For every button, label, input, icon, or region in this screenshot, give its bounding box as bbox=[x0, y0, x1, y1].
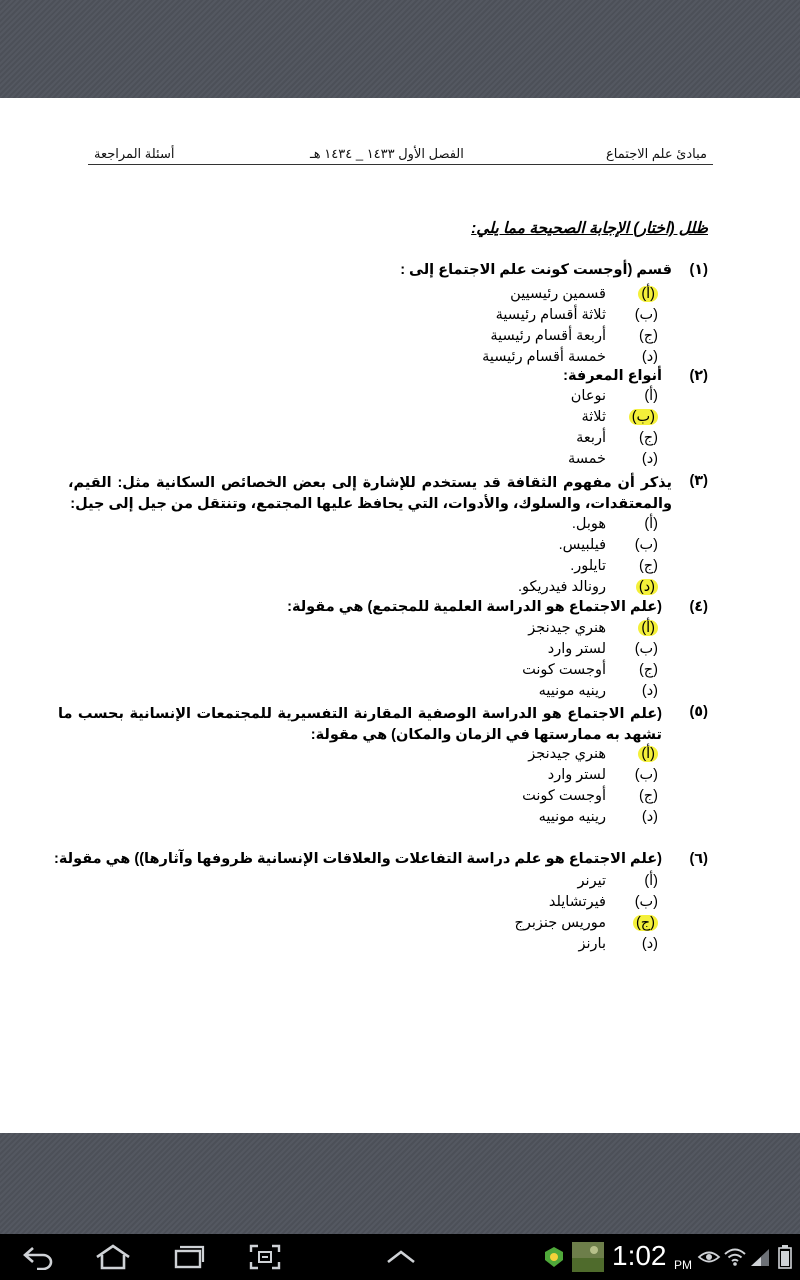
page-title: ظلل (اختار) الإجابة الصحيحة مما يلي: bbox=[471, 220, 708, 237]
answer-text: موريس جنزبرج bbox=[514, 915, 606, 931]
answer-option[interactable] bbox=[548, 641, 660, 657]
back-icon[interactable] bbox=[18, 1234, 60, 1280]
answer-letter-wrap bbox=[616, 809, 660, 825]
answer-text: خمسة bbox=[567, 451, 606, 467]
answer-letter: (أ) bbox=[644, 388, 658, 404]
answer-letter-wrap bbox=[616, 286, 660, 302]
question-number: (٥) bbox=[689, 704, 708, 720]
answer-letter: (أ) bbox=[644, 516, 658, 532]
system-navigation-bar bbox=[0, 1234, 800, 1280]
security-app-icon bbox=[540, 1234, 568, 1280]
answer-letter-wrap bbox=[616, 537, 660, 553]
home-icon[interactable] bbox=[92, 1234, 134, 1280]
answer-option[interactable] bbox=[549, 894, 660, 910]
answer-text: قسمين رئيسيين bbox=[510, 286, 606, 302]
top-toolbar bbox=[0, 0, 800, 98]
answer-letter-wrap bbox=[616, 873, 660, 889]
question-number: (١) bbox=[689, 262, 708, 278]
answer-option[interactable] bbox=[490, 328, 660, 344]
screenshot-icon[interactable] bbox=[244, 1234, 286, 1280]
answer-option[interactable] bbox=[572, 516, 660, 532]
menu-up-icon[interactable] bbox=[380, 1234, 422, 1280]
answer-text: لستر وارد bbox=[547, 641, 606, 657]
answer-letter-wrap bbox=[616, 915, 660, 931]
answer-letter-wrap bbox=[616, 894, 660, 910]
answer-letter: (د) bbox=[641, 683, 658, 699]
answer-letter-wrap bbox=[616, 579, 660, 595]
question-text: يذكر أن مفهوم الثقافة قد يستخدم للإشارة إلى بعض الخصائص السكانية مثل: القيم، والمعتقدات، والسلوك، والأدوات، التي يحافظ عليها المجتمع، وتنتقل من جيل إلى جيل: bbox=[68, 475, 672, 512]
answer-text: ثلاثة bbox=[581, 409, 606, 425]
answer-letter-wrap bbox=[616, 767, 660, 783]
question-number: (٤) bbox=[689, 599, 708, 615]
answer-text: رونالد فيدريكو. bbox=[518, 579, 606, 595]
header-semester: الفصل الأول ١٤٣٣ _ ١٤٣٤ هـ bbox=[310, 146, 464, 161]
answer-text: نوعان bbox=[570, 388, 606, 404]
answer-text: هنري جيدنجز bbox=[528, 620, 606, 636]
questions-list bbox=[0, 98, 800, 1133]
answer-option[interactable] bbox=[571, 388, 660, 404]
answer-option[interactable] bbox=[576, 430, 660, 446]
answer-option[interactable] bbox=[496, 307, 660, 323]
answer-text: تيرنر bbox=[577, 873, 606, 889]
battery-icon bbox=[774, 1234, 796, 1280]
answer-text: تايلور. bbox=[570, 558, 606, 574]
header-section: أسئلة المراجعة bbox=[94, 146, 175, 161]
answer-letter-wrap bbox=[616, 328, 660, 344]
eye-icon bbox=[696, 1234, 722, 1280]
answer-letter-highlighted: (ب) bbox=[629, 409, 658, 425]
answer-option[interactable] bbox=[548, 767, 660, 783]
answer-letter: (د) bbox=[641, 349, 658, 365]
answer-letter: (أ) bbox=[644, 873, 658, 889]
answer-letter: (ب) bbox=[634, 767, 658, 783]
bottom-toolbar bbox=[0, 1133, 800, 1234]
answer-option[interactable] bbox=[579, 936, 661, 952]
answer-text: فيرتشايلد bbox=[548, 894, 606, 910]
answer-letter-wrap bbox=[616, 516, 660, 532]
answer-option[interactable] bbox=[510, 286, 660, 302]
recent-apps-icon[interactable] bbox=[168, 1234, 210, 1280]
answer-text: هنري جيدنجز bbox=[528, 746, 606, 762]
clock-time: 1:02 bbox=[612, 1240, 667, 1271]
question-text: (علم الاجتماع هو الدراسة العلمية للمجتمع) هي مقولة: bbox=[287, 599, 662, 615]
answer-letter-wrap bbox=[616, 936, 660, 952]
answer-letter: (ج) bbox=[638, 558, 658, 574]
header-course-name: مبادئ علم الاجتماع bbox=[606, 146, 707, 161]
answer-option[interactable] bbox=[482, 349, 660, 365]
answer-letter-wrap bbox=[616, 746, 660, 762]
question-text: أنواع المعرفة: bbox=[563, 368, 662, 384]
answer-letter: (ج) bbox=[638, 662, 658, 678]
answer-text: رينيه مونييه bbox=[538, 683, 606, 699]
question-text: (علم الاجتماع هو الدراسة الوصفية المقارنة التفسيرية للمجتمعات الإنسانية بحسب ما تشهد به ممارستها في الزمان والمكان) هي مقولة: bbox=[58, 706, 662, 743]
answer-letter: (د) bbox=[641, 451, 658, 467]
answer-text: أربعة bbox=[576, 430, 606, 446]
answer-letter-wrap bbox=[616, 788, 660, 804]
answer-letter-wrap bbox=[616, 388, 660, 404]
answer-text: فيلبيس. bbox=[558, 537, 606, 553]
answer-letter-highlighted: (أ) bbox=[638, 746, 658, 762]
signal-icon bbox=[748, 1234, 772, 1280]
answer-option[interactable] bbox=[568, 451, 660, 467]
answer-letter-highlighted: (أ) bbox=[638, 620, 658, 636]
answer-option[interactable] bbox=[570, 558, 660, 574]
answer-text: أربعة أقسام رئيسية bbox=[490, 328, 606, 344]
question-number: (٣) bbox=[689, 473, 708, 489]
answer-letter: (ج) bbox=[638, 430, 658, 446]
answer-letter-wrap bbox=[616, 409, 660, 425]
answer-text: ثلاثة أقسام رئيسية bbox=[495, 307, 606, 323]
wifi-icon bbox=[722, 1234, 748, 1280]
answer-letter-highlighted: (ج) bbox=[633, 915, 658, 931]
question-number: (٢) bbox=[689, 368, 708, 384]
answer-option[interactable] bbox=[518, 579, 660, 595]
answer-option[interactable] bbox=[559, 537, 660, 553]
answer-text: بارنز bbox=[578, 936, 606, 952]
question-number: (٦) bbox=[689, 851, 708, 867]
question-text: (علم الاجتماع هو علم دراسة التفاعلات والعلاقات الإنسانية ظروفها وآثارها)) هي مقولة: bbox=[54, 851, 662, 867]
answer-text: أوجست كونت bbox=[522, 662, 606, 678]
answer-text: أوجست كونت bbox=[522, 788, 606, 804]
answer-letter: (ج) bbox=[638, 328, 658, 344]
answer-text: خمسة أقسام رئيسية bbox=[482, 349, 606, 365]
answer-letter-wrap bbox=[616, 641, 660, 657]
answer-text: لستر وارد bbox=[547, 767, 606, 783]
answer-letter-wrap bbox=[616, 451, 660, 467]
answer-option[interactable] bbox=[528, 620, 660, 636]
answer-option[interactable] bbox=[528, 746, 660, 762]
answer-option[interactable] bbox=[522, 662, 660, 678]
answer-option[interactable] bbox=[522, 788, 660, 804]
answer-option[interactable] bbox=[539, 809, 660, 825]
photo-thumbnail-icon bbox=[570, 1234, 606, 1280]
answer-option[interactable] bbox=[578, 873, 660, 889]
answer-letter-wrap bbox=[616, 307, 660, 323]
answer-letter: (ب) bbox=[634, 537, 658, 553]
answer-letter-wrap bbox=[616, 430, 660, 446]
answer-letter: (ب) bbox=[634, 307, 658, 323]
answer-text: رينيه مونييه bbox=[538, 809, 606, 825]
document-page bbox=[0, 98, 800, 1133]
answer-letter: (ج) bbox=[638, 788, 658, 804]
answer-letter-wrap bbox=[616, 558, 660, 574]
answer-letter-highlighted: (د) bbox=[636, 579, 658, 595]
clock-ampm: PM bbox=[674, 1258, 692, 1272]
answer-letter-wrap bbox=[616, 349, 660, 365]
answer-letter: (ب) bbox=[634, 641, 658, 657]
answer-option[interactable] bbox=[514, 915, 660, 931]
answer-letter: (د) bbox=[641, 936, 658, 952]
answer-letter-wrap bbox=[616, 662, 660, 678]
answer-option[interactable] bbox=[582, 409, 661, 425]
answer-letter-wrap bbox=[616, 620, 660, 636]
answer-letter: (د) bbox=[641, 809, 658, 825]
answer-text: هوبل. bbox=[571, 516, 606, 532]
answer-option[interactable] bbox=[539, 683, 660, 699]
answer-letter-highlighted: (أ) bbox=[638, 286, 658, 302]
answer-letter: (ب) bbox=[634, 894, 658, 910]
answer-letter-wrap bbox=[616, 683, 660, 699]
question-text: قسم (أوجست كونت علم الاجتماع إلى : bbox=[400, 262, 672, 278]
